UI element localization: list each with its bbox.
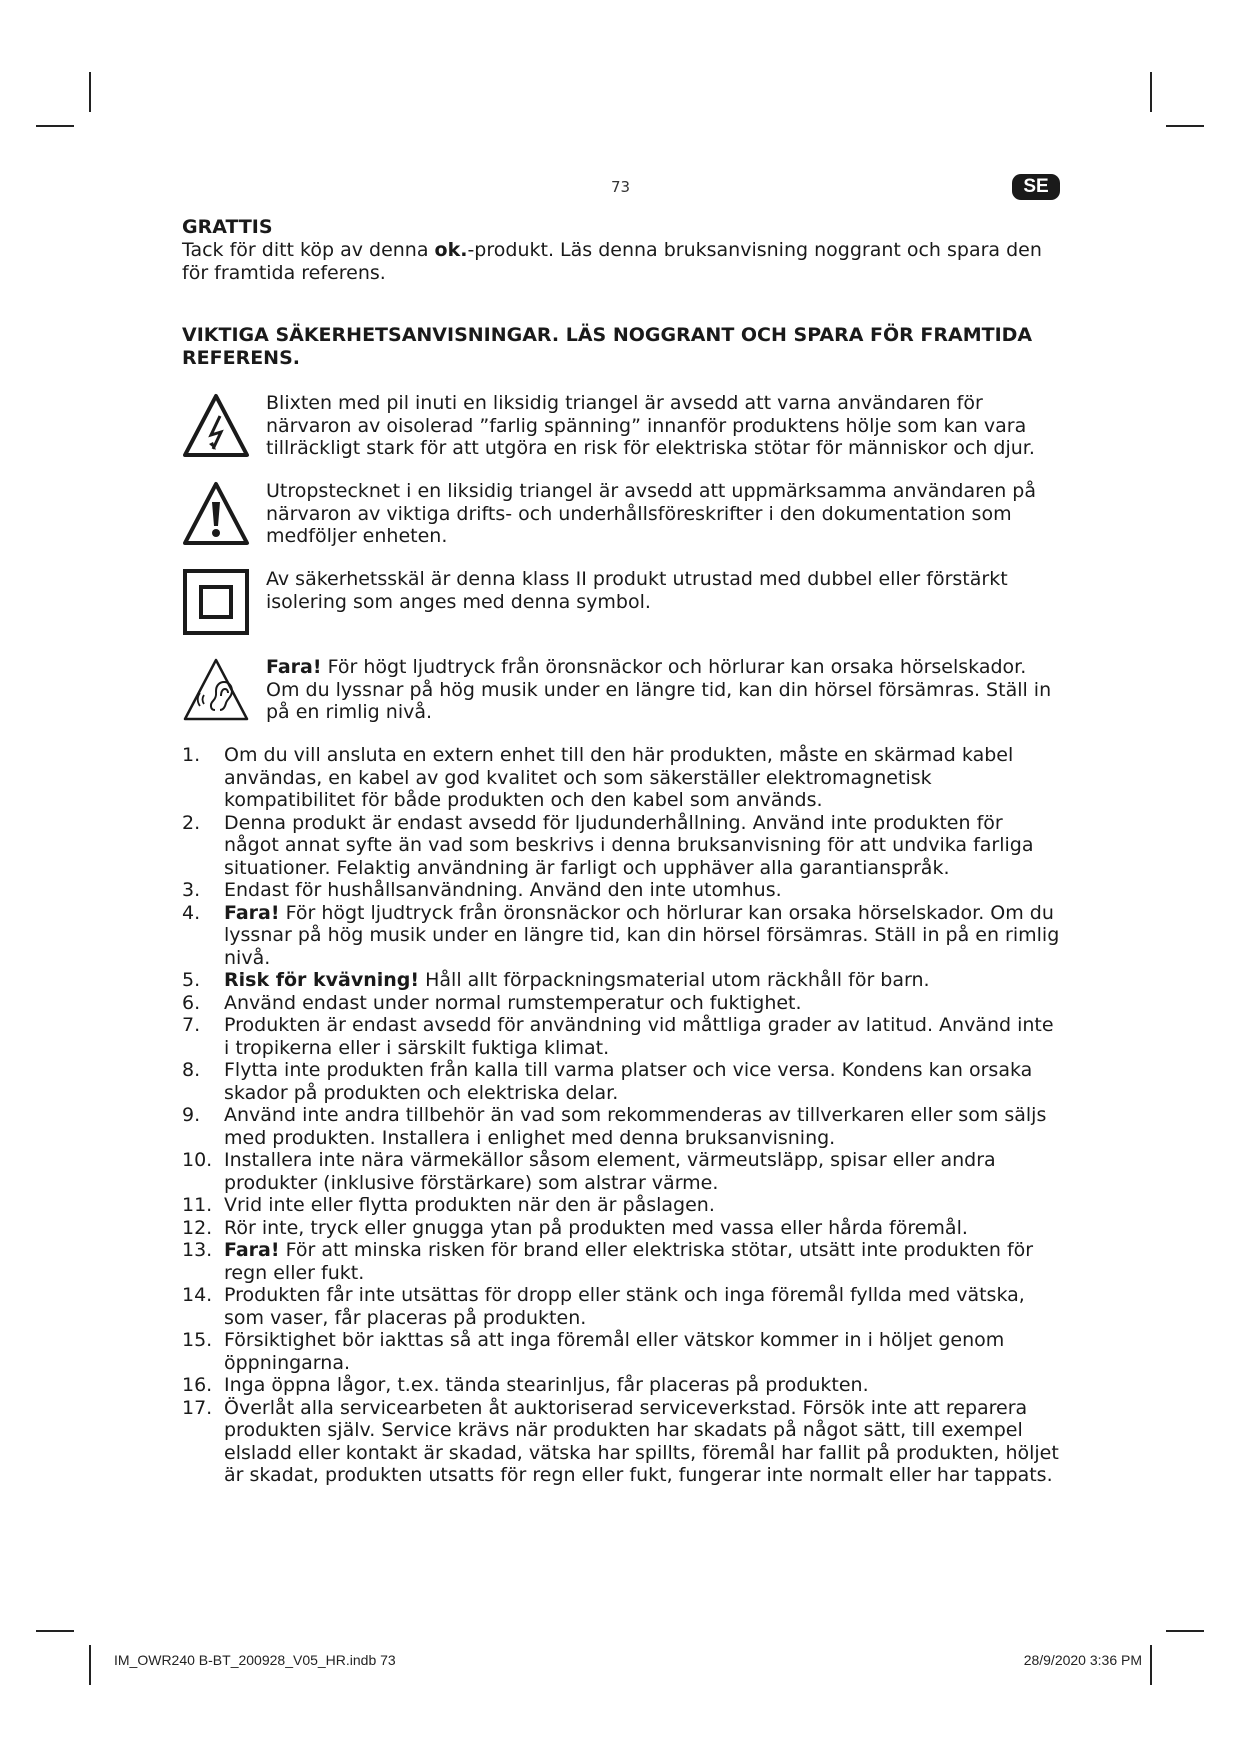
list-text: Produkten får inte utsättas för dropp eller stänk och inga föremål fyllda med vätska, som vaser, får placeras på produkten. xyxy=(224,1284,1025,1329)
crop-mark xyxy=(36,125,74,127)
list-item xyxy=(182,1329,1062,1374)
list-number: 3. xyxy=(182,879,201,901)
list-number: 9. xyxy=(182,1104,201,1126)
list-text: Flytta inte produkten från kalla till varma platser och vice versa. Kondens kan orsaka skador på produkten och elektriska delar. xyxy=(224,1059,1033,1104)
exclamation-warning-icon xyxy=(182,480,250,548)
list-item xyxy=(182,902,1062,970)
crop-mark xyxy=(1150,72,1152,112)
list-item xyxy=(182,1194,1062,1217)
list-item xyxy=(182,1149,1062,1194)
list-number: 5. xyxy=(182,969,201,991)
list-item xyxy=(182,969,1062,992)
symbol-description: Utropstecknet i en liksidig triangel är avsedd att uppmärksamma användaren på närvaron av viktiga drifts- och underhållsföreskrifter i den dokumentation som medföljer enheten. xyxy=(266,480,1036,547)
danger-label: Fara! xyxy=(266,656,322,678)
list-text: Försiktighet bör iakttas så att inga föremål eller vätskor kommer in i höljet genom öppningarna. xyxy=(224,1329,1005,1374)
list-text: Använd endast under normal rumstemperatur och fuktighet. xyxy=(224,991,802,1014)
list-number: 14. xyxy=(182,1284,213,1306)
list-number: 7. xyxy=(182,1014,201,1036)
list-item xyxy=(182,1374,1062,1397)
symbol-description: Blixten med pil inuti en liksidig triangel är avsedd att varna användaren för närvaron av oisolerad ”farlig spänning” innanför produktens hölje som kan vara tillräckligt stark för att utgöra en risk för elektriska stötar för människor och djur. xyxy=(266,392,1035,459)
crop-mark xyxy=(1150,1645,1152,1685)
list-number: 13. xyxy=(182,1239,213,1261)
list-text: Rör inte, tryck eller gnugga ytan på produkten med vassa eller hårda föremål. xyxy=(224,1216,968,1239)
list-emphasis: Risk för kvävning! xyxy=(224,969,420,991)
list-item xyxy=(182,1104,1062,1149)
list-text: För högt ljudtryck från öronsnäckor och hörlurar kan orsaka hörselskador. Om du lyssnar på hög musik under en längre tid, kan din hörsel försämras. Ställ in på en rimlig nivå. xyxy=(224,901,1060,969)
list-number: 6. xyxy=(182,991,201,1014)
lightning-warning-icon xyxy=(182,392,250,460)
list-number: 16. xyxy=(182,1374,213,1396)
crop-mark xyxy=(1166,125,1204,127)
list-number: 15. xyxy=(182,1329,213,1351)
symbol-row xyxy=(182,480,1062,548)
list-emphasis: Fara! xyxy=(224,901,280,924)
footer-timestamp: 28/9/2020 3:36 PM xyxy=(1023,1652,1142,1668)
crop-mark xyxy=(36,1630,74,1632)
safety-heading: VIKTIGA SÄKERHETSANVISNINGAR. LÄS NOGGRANT OCH SPARA FÖR FRAMTIDA REFERENS. xyxy=(182,324,1033,369)
list-number: 11. xyxy=(182,1194,213,1216)
list-item xyxy=(182,812,1062,880)
list-text: Om du vill ansluta en extern enhet till den här produkten, måste en skärmad kabel användas, en kabel av god kvalitet och som säkerställer elektromagnetisk kompatibilitet för både produkten och den kabel som används. xyxy=(224,744,1014,811)
list-text: Endast för hushållsanvändning. Använd den inte utomhus. xyxy=(224,879,782,901)
symbol-row xyxy=(182,568,1062,636)
page-number: 73 xyxy=(610,178,631,196)
symbol-description xyxy=(266,656,1062,724)
intro-text xyxy=(182,239,1062,284)
list-text: Överlåt alla servicearbeten åt auktoriserad serviceverkstad. Försök inte att reparera produkten själv. Service krävs när produkten har skadats på något sätt, till exempel elsladd eller kontakt är skadad, vätska har spillts, föremål har fallit på produkten, höljet är skadat, produkten utsatts för regn eller fukt, fungerar inte normalt eller har tappats. xyxy=(224,1396,1059,1486)
crop-mark xyxy=(89,72,91,112)
list-text: För att minska risken för brand eller elektriska stötar, utsätt inte produkten för regn eller fukt. xyxy=(224,1239,1034,1284)
list-item xyxy=(182,1059,1062,1104)
list-item xyxy=(182,1239,1062,1284)
document-body xyxy=(182,216,1062,1487)
list-item xyxy=(182,1014,1062,1059)
list-item xyxy=(182,992,1062,1015)
symbol-description: Av säkerhetsskäl är denna klass II produkt utrustad med dubbel eller förstärkt isolering som anges med denna symbol. xyxy=(266,568,1008,613)
language-badge: SE xyxy=(1012,174,1060,200)
list-number: 4. xyxy=(182,901,201,924)
list-text: Installera inte nära värmekällor såsom element, värmeutsläpp, spisar eller andra produkter (inklusive förstärkare) som alstrar värme. xyxy=(224,1149,996,1194)
list-number: 12. xyxy=(182,1216,213,1239)
crop-mark xyxy=(89,1645,91,1685)
danger-text: För högt ljudtryck från öronsnäckor och hörlurar kan orsaka hörselskador. Om du lyssnar på hög musik under en längre tid, kan din hörsel försämras. Ställ in på en rimlig nivå. xyxy=(266,656,1052,723)
list-item xyxy=(182,1217,1062,1240)
instruction-list xyxy=(182,744,1062,1487)
list-item xyxy=(182,1397,1062,1487)
list-number: 2. xyxy=(182,811,201,834)
symbol-row xyxy=(182,392,1062,460)
list-text: Inga öppna lågor, t.ex. tända stearinljus, får placeras på produkten. xyxy=(224,1374,869,1396)
list-number: 8. xyxy=(182,1059,201,1081)
hearing-warning-icon xyxy=(182,656,250,724)
list-text: Använd inte andra tillbehör än vad som rekommenderas av tillverkaren eller som säljs med produkten. Installera i enlighet med denna bruksanvisning. xyxy=(224,1104,1047,1149)
crop-mark xyxy=(1166,1630,1204,1632)
list-item xyxy=(182,879,1062,902)
list-text: Denna produkt är endast avsedd för ljudunderhållning. Använd inte produkten för något annat syfte än vad som beskrivs i denna bruksanvisning för att undvika farliga situationer. Felaktig användning är farligt och upphäver alla garantianspråk. xyxy=(224,811,1034,879)
list-text: Produkten är endast avsedd för användning vid måttliga grader av latitud. Använd inte i tropikerna eller i särskilt fuktiga klimat. xyxy=(224,1014,1054,1059)
footer-file: IM_OWR240 B-BT_200928_V05_HR.indb 73 xyxy=(114,1652,396,1668)
list-emphasis: Fara! xyxy=(224,1239,280,1261)
double-insulation-icon xyxy=(182,568,250,636)
intro-title: GRATTIS xyxy=(182,216,273,238)
list-number: 17. xyxy=(182,1396,213,1419)
intro-text-end: -produkt. Läs denna bruksanvisning noggrant och spara den för framtida referens. xyxy=(182,239,1042,284)
list-number: 1. xyxy=(182,744,201,766)
list-number: 10. xyxy=(182,1149,213,1171)
list-text: Håll allt förpackningsmaterial utom räckhåll för barn. xyxy=(419,969,930,991)
brand-name: ok. xyxy=(434,239,468,261)
list-item xyxy=(182,744,1062,812)
symbol-row xyxy=(182,656,1062,724)
list-item xyxy=(182,1284,1062,1329)
intro-text-start: Tack för ditt köp av denna xyxy=(182,239,435,261)
list-text: Vrid inte eller flytta produkten när den är påslagen. xyxy=(224,1194,715,1216)
